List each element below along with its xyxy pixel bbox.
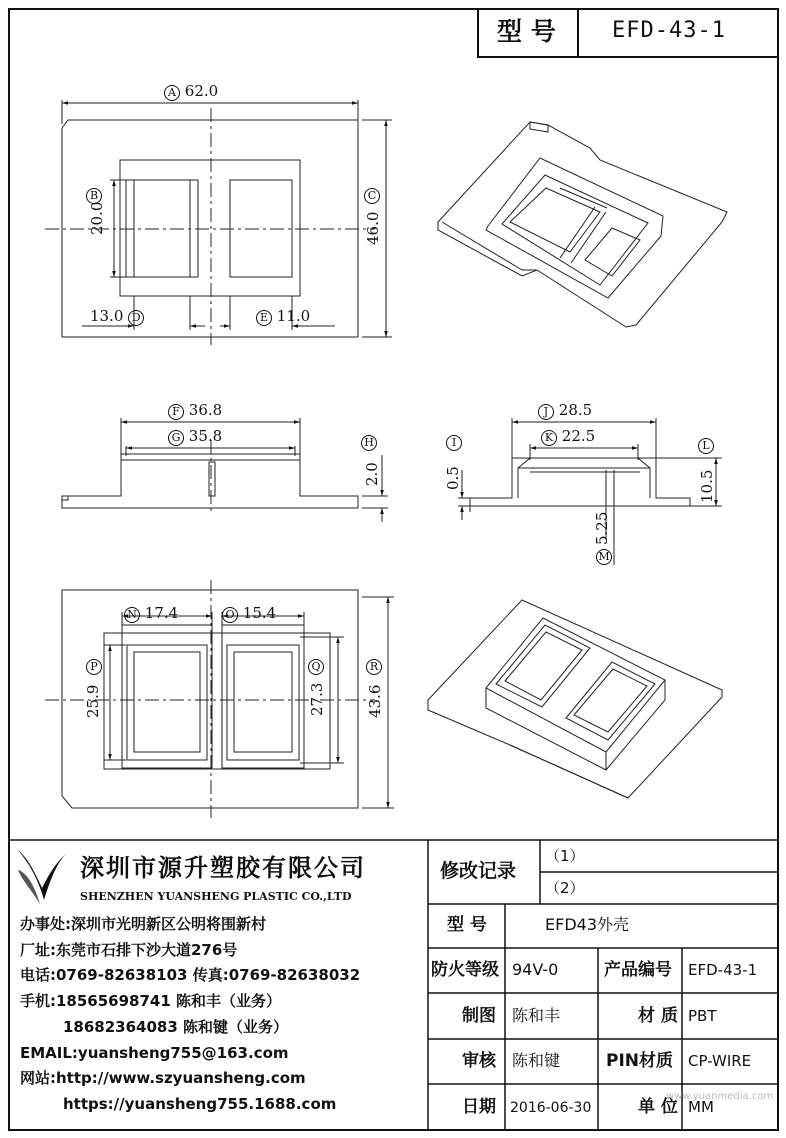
dim-circle: N bbox=[124, 607, 140, 623]
company-website-2[interactable]: https://yuansheng755.1688.com bbox=[63, 1095, 337, 1113]
unit-value: MM bbox=[688, 1098, 714, 1116]
dim-circle: G bbox=[168, 430, 184, 446]
dim-value-c: 46.0 bbox=[364, 211, 382, 245]
fire-rating-value: 94V-0 bbox=[512, 960, 559, 979]
company-logo bbox=[18, 850, 68, 904]
dim-value-h: 2.0 bbox=[363, 462, 381, 486]
dim-label-i-circle bbox=[446, 434, 462, 451]
dim-circle: Q bbox=[308, 659, 324, 675]
drawn-by-label: 制图 bbox=[462, 1006, 496, 1026]
dim-circle: J bbox=[538, 404, 554, 420]
reviewed-by-label: 审核 bbox=[462, 1051, 496, 1071]
pin-material-label: PIN材质 bbox=[606, 1051, 674, 1071]
pin-material-value: CP-WIRE bbox=[688, 1052, 752, 1070]
dim-circle: O bbox=[222, 607, 238, 623]
header-model-label: 型 号 bbox=[497, 17, 556, 46]
company-office: 办事处:深圳市光明新区公明将围新村 bbox=[20, 915, 267, 933]
dim-label-n bbox=[124, 606, 178, 623]
dim-circle: M bbox=[596, 549, 612, 565]
dim-value: 13.0 bbox=[90, 307, 124, 325]
dim-value: 35.8 bbox=[188, 427, 223, 445]
drawn-by-value: 陈和丰 bbox=[512, 1006, 561, 1025]
dim-value-m: 5.25 bbox=[593, 511, 611, 545]
dim-value-r: 43.6 bbox=[366, 684, 384, 718]
dim-label-j bbox=[538, 403, 592, 420]
dim-circle: A bbox=[164, 85, 180, 101]
product-no-value: EFD-43-1 bbox=[688, 961, 758, 979]
dim-label-q-circle bbox=[308, 658, 324, 675]
date-label: 日期 bbox=[462, 1097, 496, 1117]
revision-label: 修改记录 bbox=[440, 860, 517, 882]
iso-view-top bbox=[438, 122, 727, 327]
dim-circle: E bbox=[256, 310, 272, 326]
dim-label-o bbox=[222, 606, 276, 623]
dim-value-q: 27.3 bbox=[308, 682, 326, 716]
dim-label-a bbox=[164, 84, 218, 101]
dim-label-h-circle bbox=[361, 434, 377, 451]
dim-circle: P bbox=[86, 659, 102, 675]
dim-value: 15.4 bbox=[242, 604, 277, 622]
company-factory: 厂址:东莞市石排下沙大道276号 bbox=[20, 941, 238, 959]
model-label: 型 号 bbox=[447, 915, 487, 935]
watermark: www.yuanmedia.com bbox=[666, 1091, 774, 1102]
dim-circle: H bbox=[361, 435, 377, 451]
material-label: 材 质 bbox=[638, 1006, 678, 1026]
company-mobile-1: 手机:18565698741 陈和丰（业务） bbox=[20, 992, 282, 1010]
dim-value: 22.5 bbox=[561, 427, 596, 445]
dim-label-f bbox=[168, 403, 222, 420]
dim-label-l-circle bbox=[698, 437, 714, 454]
dim-label-m-circle bbox=[596, 548, 612, 565]
dim-value-b: 20.0 bbox=[88, 201, 106, 235]
dim-circle: F bbox=[168, 404, 184, 420]
dim-circle: B bbox=[86, 188, 102, 204]
company-email[interactable]: EMAIL:yuansheng755@163.com bbox=[20, 1044, 289, 1062]
dim-label-p-circle bbox=[86, 658, 102, 675]
dim-circle: I bbox=[446, 435, 462, 451]
dim-circle: L bbox=[698, 438, 714, 454]
company-website-1[interactable]: 网站:http://www.szyuansheng.com bbox=[20, 1069, 306, 1087]
header-model-value: EFD-43-1 bbox=[612, 18, 726, 43]
dim-circle: R bbox=[366, 659, 382, 675]
revision-1: （1） bbox=[545, 847, 585, 865]
dim-value: 62.0 bbox=[184, 82, 219, 100]
dim-label-d bbox=[90, 309, 144, 326]
dim-value-l: 10.5 bbox=[698, 469, 716, 503]
product-no-label: 产品编号 bbox=[604, 960, 672, 980]
side-view-left bbox=[62, 418, 388, 522]
fire-rating-label: 防火等级 bbox=[431, 960, 499, 980]
dim-value-i: 0.5 bbox=[444, 466, 462, 490]
reviewed-by-value: 陈和键 bbox=[512, 1051, 561, 1070]
dim-label-e bbox=[256, 309, 310, 326]
material-value: PBT bbox=[688, 1007, 717, 1025]
dim-label-k bbox=[541, 429, 595, 446]
dim-value: 11.0 bbox=[276, 307, 311, 325]
dim-label-r-circle bbox=[366, 658, 382, 675]
company-name-cn: 深圳市源升塑胶有限公司 bbox=[80, 854, 366, 882]
dim-value: 17.4 bbox=[144, 604, 179, 622]
dim-circle: C bbox=[364, 188, 380, 204]
dim-value: 36.8 bbox=[188, 401, 223, 419]
company-mobile-2: 18682364083 陈和键（业务） bbox=[63, 1018, 289, 1036]
company-phone: 电话:0769-82638103 传真:0769-82638032 bbox=[20, 966, 361, 984]
dim-value: 28.5 bbox=[558, 401, 593, 419]
company-name-en: SHENZHEN YUANSHENG PLASTIC CO.,LTD bbox=[80, 890, 352, 903]
top-view-window-left bbox=[126, 180, 198, 277]
dim-label-c-circle bbox=[364, 187, 380, 204]
iso-view-bottom bbox=[428, 600, 722, 798]
dim-value-p: 25.9 bbox=[84, 684, 102, 718]
revision-2: （2） bbox=[545, 879, 585, 897]
dim-label-g bbox=[168, 429, 222, 446]
date-value: 2016-06-30 bbox=[510, 1100, 592, 1116]
dim-circle: D bbox=[128, 310, 144, 326]
unit-label: 单 位 bbox=[638, 1097, 678, 1117]
model-value: EFD43外壳 bbox=[545, 915, 629, 934]
dim-circle: K bbox=[541, 430, 557, 446]
